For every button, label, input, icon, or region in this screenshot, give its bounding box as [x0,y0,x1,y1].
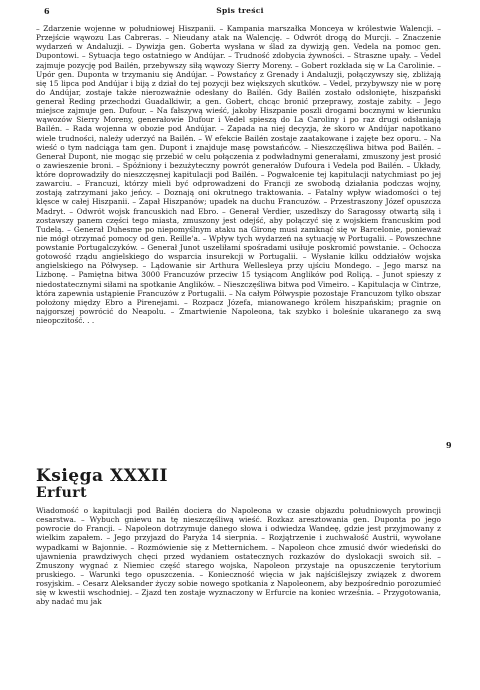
chapter-summary-text: Wiadomość o kapitulacji pod Bailén dociera do Napoleona w czasie objazdu południowych prowincji cesarstwa. – Wybuch gniewu na tę nieszczęśliwą wieść. Rozkaz aresztowania gen. Duponta po jego powrocie do Francji. – Napoleon dotrzymuje danego słowa i odwiedza Wandeę, gdzie jest przyjmowany z wielkim zapałem. – Jego przyjazd do Paryża 14 sierpnia. – Rozjątrzenie i zuchwałość Austrii, wywołane wypadkami w Bajonnie. – Rozmówienie się z Metternichem. – Napoleon chce zmusić dwór wiedeński do ujawnienia prawdziwych chęci przed wydaniem ostatecznych rozkazów do dyslokacji swoich sił. – Zmuszony wygnać z Niemiec część starego wojska, Napoleon przystaje na opuszczenie terytorium pruskiego. – Warunki tego opuszczenia. – Konieczność więcia w jak najściślejszy związek z dworem rosyjskim. – Cesarz Aleksander życzy sobie nowego spotkania z Napoleonem, aby bezpośrednio porozumieć się w kwestii wschodniej. – Zjazd ten zostaje wyznaczony w Erfurcie na koniec września. – Przygotowania, aby nadać mu jak [36,506,441,607]
chapter-subtitle: Erfurt [36,485,88,501]
chapter-title: Księga XXXII [36,466,168,486]
page-header [44,6,436,18]
page-number: 6 [44,6,50,16]
running-title: Spis treści [216,6,264,15]
section-summary-text: – Zdarzenie wojenne w południowej Hiszpanii. – Kampania marszałka Monceya w królestwie Walencji. – Przejście wąwozu Las Cabreras. – Nieudany atak na Walencję. – Odwrót drogą do Murcji. – Znaczenie wydarzeń w Andaluzji. – Dywizja gen. Goberta wysłana w ślad za dywizją gen. Vedela na pomoc gen. Dupontowi. – Sytuacja tego ostatniego w Andújar. – Trudność zdobycia żywności. – Straszne upały. – Vedel zajmuje pozycję pod Bailén, przebywszy siłą wąwozy Sierry Moreny. – Gobert rozkłada się w La Carolinie. – Upór gen. Duponta w trzymaniu się Andújar. – Powstańcy z Grenady i Andaluzji, połączywszy się, zbliżają się 15 lipca pod Andújar i biją z dział do tej pozycji bez większych skutków. – Vedel, przybywszy nie w porę do Andújar, zostaje także nierozważnie odesłany do Bailén. Gdy Bailén zostało odsłonięte, hiszpański generał Reding przechodzi Guadalkiwir, a gen. Gobert, chcąc bronić przeprawy, zostaje zabity. – Jego miejsce zajmuje gen. Dufour. – Na fałszywą wieść, jakoby Hiszpanie poszli drogami bocznymi w kierunku wąwozów Sierry Moreny, generałowie Dufour i Vedel spieszą do La Caroliny i po raz drugi odsłaniają Bailén. – Rada wojenna w obozie pod Andújar. – Zapada na niej decyzja, że skoro w Andújar napotkano wiele trudności, należy uderzyć na Bailén. – W efekcie Bailén zostaje zaatakowane i zajęte bez oporu. – Na wieść o tym nadciąga tam gen. Dupont i znajduje masę powstańców. – Nieszczęśliwa bitwa pod Bailén. – Generał Dupont, nie mogąc się przebić w celu połączenia z podwładnymi generałami, zmuszony jest prosić o zawieszenie broni. – Spóźniony i bezużyteczny powrót generałów Dufoura i Vedela pod Bailén. – Układy, które doprowadziły do nieszczęsnej kapitulacji pod Bailén. – Pogwałcenie tej kapitulacji natychmiast po jej zawarciu. – Francuzi, którzy mieli być odprowadzeni do Francji ze swobodą działania podczas wojny, zostają zatrzymani jako jeńcy. – Doznają oni okrutnego traktowania. – Fatalny wpływ wiadomości o tej klęsce w całej Hiszpanii. – Zapał Hiszpanów; upadek na duchu Francuzów. – Przestraszony Józef opuszcza Madryt. – Odwrót wojsk francuskich nad Ebro. – Generał Verdier, uszedłszy do Saragossy otwartą siłą i zostawszy panem części tego miasta, zmuszony jest odejść, aby połączyć się z wojskiem francuskim pod Tudelą. – Generał Duhesme po niepomyślnym ataku na Gironę musi zamknąć się w Barcelonie, ponieważ nie mógł otrzymać pomocy od gen. Reille'a. – Wpływ tych wydarzeń na sytuację w Portugalii. – Powszechne powstanie Portugalczyków. – Generał Junot uszeliłami spośradami usiłuje poskromić powstanie. – Ochocza gotowość rządu angielskiego do wsparcia insurekcji w Portugalii. – Wysłanie kilku oddziałów wojska angielskiego na Półwysep. – Lądowanie sir Arthura Wellesleya przy ujściu Mondego. – Jego marsz na Lizbonę. – Pamiętna bitwa 3000 Francuzów przeciw 15 tysiącom Anglików pod Roliçą. – Junot spieszy z niedostatecznymi siłami na spotkanie Anglików. – Nieszczęśliwa bitwa pod Vimeiro. – Kapitulacja w Cintrze, która zapewnia ustąpienie Francuzów z Portugalii. – Na całym Półwyspie pozostaje Francuzom tylko obszar położony między Ebro a Pirenejami. – Rozpacz Józefa, mianowanego królem hiszpańskim; pragnie on najgorszej powrócić do Neapolu. – Zmartwienie Napoleona, tak szybko i boleśnie ukaranego za swą nieopczitość. . . [36,24,441,325]
toc-page-number: 9 [446,440,452,450]
